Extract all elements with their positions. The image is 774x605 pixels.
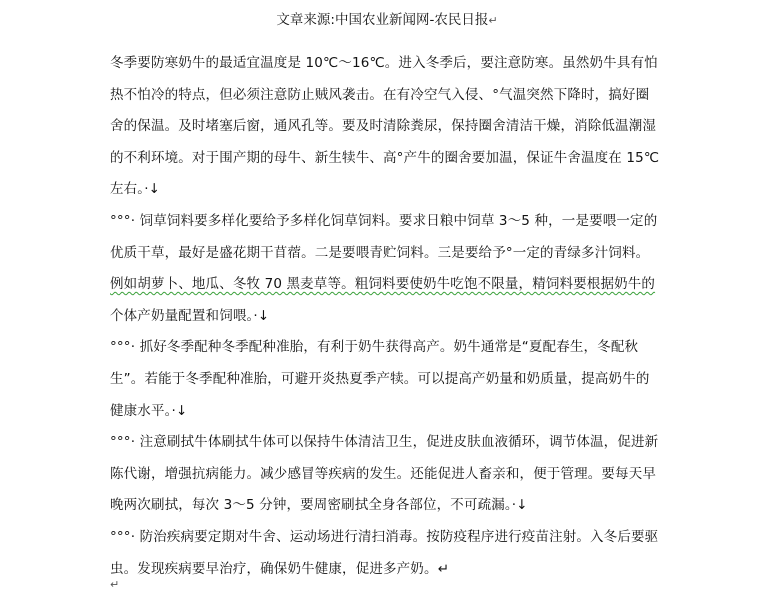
paragraph-4-line-2: 陈代谢，增强抗病能力。减少感冒等疾病的发生。还能促进人畜亲和，便于管理。要每天早 — [110, 465, 656, 482]
paragraph-2-line-2: 优质干草，最好是盛花期干苜蓿。二是要喂青贮饲料。三是要给予°一定的青绿多汁饲料。 — [110, 244, 650, 261]
paragraph-3-line-2: 生”。若能于冬季配种准胎，可避开炎热夏季产犊。可以提高产奶量和奶质量，提高奶牛的 — [110, 370, 650, 387]
paragraph-1-line-3: 舍的保温。及时堵塞后窗，通风孔等。要及时清除粪尿，保持圈舍清洁干燥，消除低温潮湿 — [110, 118, 656, 135]
paragraph-mark-icon: ↵ — [488, 14, 498, 27]
paragraph-1-line-1: 冬季要防寒奶牛的最适宜温度是 10℃～16℃。进入冬季后，要注意防寒。虽然奶牛具有怕 — [110, 55, 658, 71]
paragraph-5-line-1: °°°· 防治疾病要定期对牛舍、运动场进行清扫消毒。按防疫程序进行疫苗注射。入冬后要驱 — [110, 528, 659, 545]
end-paragraph-mark-icon: ↵ — [110, 578, 120, 591]
paragraph-4-line-3: 晚两次刷拭，每次 3～5 分钟，要周密刷拭全身各部位，不可疏漏。·↓ — [110, 497, 528, 514]
paragraph-1-line-5: 左右。·↓ — [110, 181, 161, 198]
paragraph-3-line-3: 健康水平。·↓ — [110, 402, 188, 419]
paragraph-5-line-2: 虫。发现疾病要早治疗，确保奶牛健康，促进多产奶。↵ — [110, 560, 450, 577]
paragraph-4-line-1: °°°· 注意刷拭牛体刷拭牛体可以保持牛体清洁卫生，促进皮肤血液循环，调节体温，促进新 — [110, 434, 659, 451]
paragraph-3-line-1: °°°· 抓好冬季配种冬季配种准胎，有利于奶牛获得高产。奶牛通常是“夏配春生，冬配秋 — [110, 339, 639, 356]
paragraph-2-line-1: °°°· 饲草饲料要多样化要给予多样化饲草饲料。要求日粮中饲草 3～5 种，一是要喂一定的 — [110, 212, 658, 229]
article-body — [110, 48, 660, 585]
paragraph-2-line-3: 例如胡萝卜、地瓜、冬牧 70 黑麦草等。粗饲料要使奶牛吃饱不限量，精饲料要根据奶牛的 — [110, 276, 656, 293]
paragraph-1-line-4: 的不利环境。对于围产期的母牛、新生犊牛、高°产牛的圈舍要加温，保证牛舍温度在 15℃ — [110, 149, 660, 166]
article-source-text: 文章来源:中国农业新闻网-农民日报 — [276, 12, 489, 28]
article-source-line — [0, 11, 774, 30]
paragraph-1-line-2: 热不怕冷的特点，但必须注意防止贼风袭击。在有冷空气入侵、°气温突然下降时，搞好圈 — [110, 86, 650, 103]
paragraph-2-line-4: 个体产奶量配置和饲喂。·↓ — [110, 307, 270, 324]
